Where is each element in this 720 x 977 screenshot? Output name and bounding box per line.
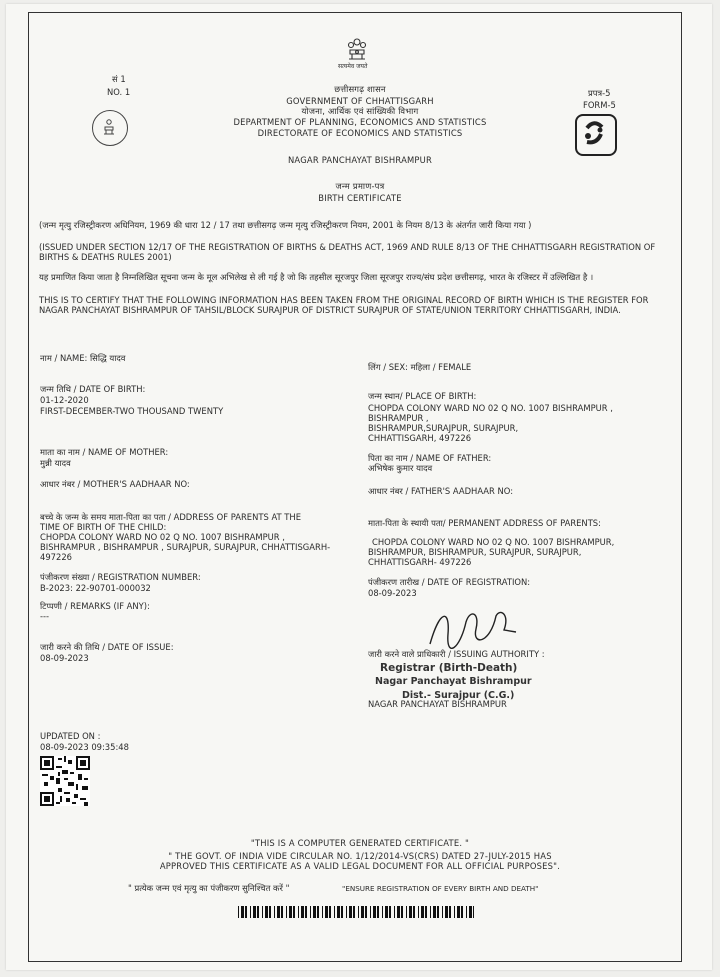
issue-date-label: जारी करने की तिथि / DATE OF ISSUE: <box>40 642 174 652</box>
address-at-birth-line-3: 497226 <box>40 552 72 562</box>
slogan-english-text: ENSURE REGISTRATION OF EVERY BIRTH AND DEATH <box>345 884 536 893</box>
dob-words: FIRST-DECEMBER-TWO THOUSAND TWENTY <box>40 406 224 416</box>
dob-label: जन्म तिथि / DATE OF BIRTH: <box>40 384 146 394</box>
name-value: सिद्धि यादव <box>89 353 126 363</box>
motto-hindi: सत्यमेव जयते <box>338 63 368 70</box>
state-seal-icon <box>92 110 128 146</box>
national-emblem-icon <box>344 36 370 62</box>
address-at-birth-line-2: BISHRAMPUR , BISHRAMPUR , SURAJPUR, SURAJPUR, CHHATTISGARH- <box>40 542 331 552</box>
permanent-address-label: माता-पिता के स्थायी पता/ PERMANENT ADDRESS OF PARENTS: <box>368 518 601 528</box>
permanent-address-line-3: CHHATTISGARH- 497226 <box>368 557 472 567</box>
mother-label: माता का नाम / NAME OF MOTHER: <box>40 447 169 457</box>
remarks-value: --- <box>40 611 50 621</box>
updated-on-label: UPDATED ON : <box>40 731 101 741</box>
title-hindi: जन्म प्रमाण-पत्र <box>335 181 385 191</box>
address-at-birth-line-1: CHOPDA COLONY WARD NO 02 Q NO. 1007 BISHRAMPUR , <box>40 532 285 542</box>
certify-hindi: यह प्रमाणित किया जाता है निम्नलिखित सूचना जन्म के मूल अभिलेख से ली गई है जो कि तहसील सूरजपुर जिला सूरजपुर राज्य/संघ प्रदेश छत्तीसगढ़, भारत के रजिस्टर में उल्लिखित है । <box>39 272 594 282</box>
registration-date-value: 08-09-2023 <box>368 588 417 598</box>
form-number-hindi: प्रपत्र-5 <box>588 88 611 98</box>
sex-value: महिला / FEMALE <box>410 362 472 372</box>
issue-date-value: 08-09-2023 <box>40 653 89 663</box>
father-aadhaar-label: आधार नंबर / FATHER'S AADHAAR NO: <box>368 486 514 496</box>
name-field <box>40 353 125 364</box>
pob-line-3: BISHRAMPUR,SURAJPUR, SURAJPUR, <box>368 423 519 433</box>
circular-note: " THE GOVT. OF INDIA VIDE CIRCULAR NO. 1/12/2014-VS(CRS) DATED 27-JULY-2015 HAS <box>168 851 552 861</box>
department-name: DEPARTMENT OF PLANNING, ECONOMICS AND STATISTICS <box>233 117 487 127</box>
department-hindi: योजना, आर्थिक एवं सांख्यिकी विभाग <box>301 106 419 116</box>
sex-label: लिंग / SEX: <box>368 362 408 372</box>
father-value: अभिषेक कुमार यादव <box>368 463 433 473</box>
pob-line-1: CHOPDA COLONY WARD NO 02 Q NO. 1007 BISHRAMPUR , <box>368 403 613 413</box>
state-hindi: छत्तीसगढ़ शासन <box>334 84 386 94</box>
form-number: FORM-5 <box>583 100 616 110</box>
address-at-birth-label-2: TIME OF BIRTH OF THE CHILD: <box>40 522 167 532</box>
sex-field <box>368 362 471 373</box>
address-at-birth-label-1: बच्चे के जन्म के समय माता-पिता का पता / ADDRESS OF PARENTS AT THE <box>40 512 302 522</box>
qr-code-icon <box>40 756 90 806</box>
certify-english: THIS IS TO CERTIFY THAT THE FOLLOWING INFORMATION HAS BEEN TAKEN FROM THE ORIGINAL RECORD OF BIRTH WHICH IS THE REGISTER FOR NAGAR PANCHAYAT BISHRAMPUR OF TAHSIL/BLOCK SURAJPUR OF DISTRICT SURAJPUR OF STATE/UNION TERRITORY CHHATTISGARH, INDIA. <box>39 295 649 316</box>
mother-aadhaar-label: आधार नंबर / MOTHER'S AADHAAR NO: <box>40 479 190 489</box>
slogan-hindi: " प्रत्येक जन्म एवं मृत्यु का पंजीकरण सुनिश्चित करें " <box>128 883 290 893</box>
permanent-address-line-1: CHOPDA COLONY WARD NO 02 Q NO. 1007 BISHRAMPUR, <box>372 537 615 547</box>
slogan-english: "ENSURE REGISTRATION OF EVERY BIRTH AND DEATH" <box>342 884 539 893</box>
issued-under-hindi: (जन्म मृत्यु रजिस्ट्रीकरण अधिनियम, 1969 की धारा 12 / 17 तथा छत्तीसगढ़ जन्म मृत्यु रजिस्ट्रीकरण नियम, 2001 के नियम 8/13 के अंतर्गत जारी किया गया ) <box>39 220 532 230</box>
computer-generated-note: "THIS IS A COMPUTER GENERATED CERTIFICATE. " <box>250 838 470 848</box>
signature-icon <box>420 604 520 654</box>
certificate-title: BIRTH CERTIFICATE <box>318 193 402 203</box>
dob-value: 01-12-2020 <box>40 395 89 405</box>
father-label: पिता का नाम / NAME OF FATHER: <box>368 453 492 463</box>
remarks-label: टिप्पणी / REMARKS (IF ANY): <box>40 601 150 611</box>
serial-hindi: सं 1 <box>112 74 126 84</box>
pob-line-4: CHHATTISGARH, 497226 <box>368 433 472 443</box>
updated-on-value: 08-09-2023 09:35:48 <box>40 742 129 752</box>
authority-name: NAGAR PANCHAYAT BISHRAMPUR <box>287 155 433 165</box>
registration-number-label: पंजीकरण संख्या / REGISTRATION NUMBER: <box>40 572 201 582</box>
registration-date-label: पंजीकरण तारीख / DATE OF REGISTRATION: <box>368 577 531 587</box>
name-label: नाम / NAME: <box>40 353 88 363</box>
issuing-body: NAGAR PANCHAYAT BISHRAMPUR <box>368 699 507 709</box>
stamp-line-2: Nagar Panchayat Bishrampur <box>375 676 532 687</box>
issued-under-english: (ISSUED UNDER SECTION 12/17 OF THE REGISTRATION OF BIRTHS & DEATHS ACT, 1969 AND RULE 8/13 OF THE CHHATTISGARH REGISTRATION OF BIRTHS & DEATHS RULES 2001) <box>39 242 656 263</box>
stamp-line-3: Dist.- Surajpur (C.G.) <box>402 690 515 701</box>
issuing-authority-label: जारी करने वाले प्राधिकारी / ISSUING AUTHORITY : <box>368 649 545 659</box>
registration-number-value: B-2023: 22-90701-000032 <box>40 583 151 593</box>
serial-number: NO. 1 <box>107 87 131 97</box>
directorate-name: DIRECTORATE OF ECONOMICS AND STATISTICS <box>257 128 463 138</box>
crs-logo-icon <box>575 114 617 156</box>
stamp-line-1: Registrar (Birth-Death) <box>380 662 518 674</box>
barcode-icon <box>238 906 474 918</box>
approval-note: APPROVED THIS CERTIFICATE AS A VALID LEGAL DOCUMENT FOR ALL OFFICIAL PURPOSES". <box>159 861 561 871</box>
government-name: GOVERNMENT OF CHHATTISGARH <box>286 96 434 106</box>
pob-label: जन्म स्थान/ PLACE OF BIRTH: <box>368 391 477 401</box>
permanent-address-line-2: BISHRAMPUR, BISHRAMPUR, SURAJPUR, SURAJPUR, <box>368 547 582 557</box>
pob-line-2: BISHRAMPUR , <box>368 413 429 423</box>
mother-value: मुन्नी यादव <box>40 458 71 468</box>
